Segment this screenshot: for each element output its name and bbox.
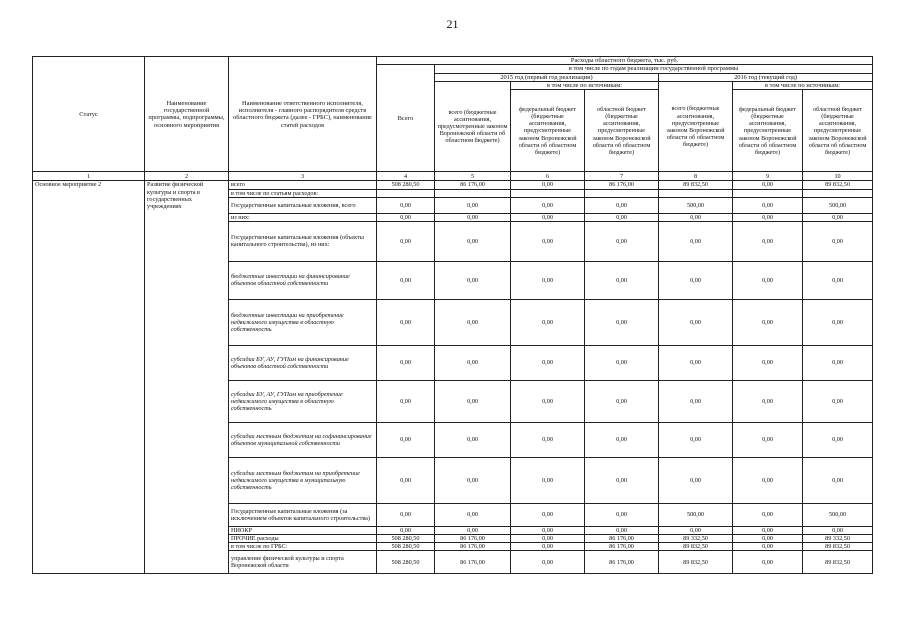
row-label: в том числе по статьям расходов: [229, 189, 377, 197]
cell-value: 0,00 [803, 345, 873, 380]
cell-value: 0,00 [435, 213, 511, 221]
cell-value: 0,00 [511, 213, 585, 221]
cell-value: 500,00 [803, 197, 873, 213]
cell-value: 0,00 [733, 503, 803, 526]
cell-value: 508 280,50 [377, 534, 435, 542]
cell-value: 0,00 [511, 261, 585, 299]
cell-value: 86 176,00 [435, 543, 511, 551]
cell-value: 0,00 [733, 534, 803, 542]
row-label: из них: [229, 213, 377, 221]
cell-value: 0,00 [435, 299, 511, 345]
cell-value: 0,00 [659, 213, 733, 221]
cell-value: 0,00 [377, 422, 435, 457]
cell-value: 0,00 [803, 526, 873, 534]
row-label: ПРОЧИЕ расходы [229, 534, 377, 542]
cell-value: 0,00 [511, 181, 585, 189]
cell-value: 86 176,00 [435, 551, 511, 574]
row-label: бюджетные инвестиции на приобретение недвижимого имущества в областную собственность [229, 299, 377, 345]
cell-value: 0,00 [803, 221, 873, 261]
header-sources-2015: в том числе по источникам: [511, 82, 659, 90]
column-number: 1 [33, 172, 145, 181]
column-number: 3 [229, 172, 377, 181]
column-numbers-row [33, 172, 873, 181]
cell-value: 0,00 [585, 299, 659, 345]
cell-value: 0,00 [659, 526, 733, 534]
cell-value: 0,00 [585, 422, 659, 457]
cell-value: 0,00 [733, 221, 803, 261]
cell-value: 500,00 [659, 197, 733, 213]
column-number: 8 [659, 172, 733, 181]
cell-value: 89 832,50 [803, 181, 873, 189]
cell-value: 0,00 [377, 221, 435, 261]
cell-value: 86 176,00 [435, 181, 511, 189]
row-label: Государственные капитальные вложения (за исключением объектов капитального строительства) [229, 503, 377, 526]
cell-value: 0,00 [733, 197, 803, 213]
cell-value: 0,00 [511, 543, 585, 551]
cell-value: 86 176,00 [585, 534, 659, 542]
column-number: 7 [585, 172, 659, 181]
cell-value: 0,00 [511, 221, 585, 261]
column-number: 2 [145, 172, 229, 181]
header-program-name: Наименование государственной программы, подпрограммы, основного мероприятия [145, 57, 229, 172]
cell-value: 0,00 [803, 380, 873, 422]
cell-value: 0,00 [803, 213, 873, 221]
cell-value: 508 280,50 [377, 543, 435, 551]
row-label: всего [229, 181, 377, 189]
cell-value [511, 189, 585, 197]
cell-value: 0,00 [803, 457, 873, 503]
cell-value: 0,00 [511, 299, 585, 345]
row-label: субсидии местным бюджетам на софинансирование объектов муниципальной собственности [229, 422, 377, 457]
row-label: Государственные капитальные вложения, всего [229, 197, 377, 213]
cell-value: 0,00 [511, 422, 585, 457]
cell-value: 0,00 [733, 181, 803, 189]
cell-value: 0,00 [659, 422, 733, 457]
row-label: в том числе по ГРБС: [229, 543, 377, 551]
cell-value [585, 189, 659, 197]
cell-value: 0,00 [435, 457, 511, 503]
cell-value: 0,00 [803, 422, 873, 457]
cell-value: 508 280,50 [377, 181, 435, 189]
cell-value: 86 176,00 [435, 534, 511, 542]
cell-value: 0,00 [659, 380, 733, 422]
cell-value: 0,00 [435, 261, 511, 299]
header-sources-2016: в том числе по источникам: [733, 82, 873, 90]
cell-value: 0,00 [659, 221, 733, 261]
cell-value [733, 189, 803, 197]
row-label: Государственные капитальные вложения (объекты капитального строительства), из них: [229, 221, 377, 261]
cell-value [659, 189, 733, 197]
row-label: субсидии местным бюджетам на приобретение недвижимого имущества в муниципальную собственность [229, 457, 377, 503]
cell-value: 0,00 [733, 299, 803, 345]
cell-value: 86 176,00 [585, 551, 659, 574]
header-expenses-title: Расходы областного бюджета, тыс. руб. [377, 57, 873, 65]
cell-value: 0,00 [511, 345, 585, 380]
budget-table [32, 56, 873, 574]
cell-value: 86 176,00 [585, 543, 659, 551]
cell-value: 0,00 [733, 345, 803, 380]
cell-value: 0,00 [585, 526, 659, 534]
cell-value [435, 189, 511, 197]
header-col-regional-2016: областной бюджет (бюджетные ассигнования, предусмотренные законом Воронежской области об областном бюджете) [803, 90, 873, 172]
cell-value: 0,00 [733, 213, 803, 221]
cell-value: 0,00 [377, 526, 435, 534]
cell-value: 0,00 [377, 503, 435, 526]
column-number: 9 [733, 172, 803, 181]
cell-value: 0,00 [585, 345, 659, 380]
cell-value [803, 189, 873, 197]
cell-value: 0,00 [733, 261, 803, 299]
cell-value: 0,00 [511, 503, 585, 526]
header-executor: Наименование ответственного исполнителя, исполнителя - главного распорядителя средств областного бюджета (далее - ГРБС), наименование статей расходов [229, 57, 377, 172]
cell-value: 0,00 [659, 457, 733, 503]
row-label: НИОКР [229, 526, 377, 534]
cell-value: 0,00 [659, 299, 733, 345]
header-year-2016: 2016 год (текущий год) [659, 73, 873, 81]
cell-value: 0,00 [733, 457, 803, 503]
cell-value: 0,00 [377, 380, 435, 422]
block-program: Развитие физической культуры и спорта в государственных учреждениях [145, 181, 229, 574]
cell-value: 0,00 [511, 551, 585, 574]
cell-value: 89 332,50 [659, 534, 733, 542]
cell-value: 0,00 [435, 221, 511, 261]
column-number: 5 [435, 172, 511, 181]
header-year-2015: 2015 год (первый год реализации) [435, 73, 659, 81]
row-label: бюджетные инвестиции на финансирование объектов областной собственности [229, 261, 377, 299]
table-row [33, 181, 873, 189]
cell-value: 0,00 [435, 526, 511, 534]
row-label: субсидии БУ, АУ, ГУПам на финансирование объектов областной собственности [229, 345, 377, 380]
cell-value: 0,00 [435, 197, 511, 213]
header-col-total-2016: всего (бюджетные ассигнования, предусмотренные законом Воронежской области об областном бюджете) [659, 82, 733, 172]
cell-value: 89 832,50 [659, 551, 733, 574]
header-col-federal-2015: федеральный бюджет (бюджетные ассигнования, предусмотренные законом Воронежской области об областном бюджете) [511, 90, 585, 172]
cell-value: 0,00 [733, 543, 803, 551]
header-col-federal-2016: федеральный бюджет (бюджетные ассигнования, предусмотренные законом Воронежской области об областном бюджете) [733, 90, 803, 172]
cell-value: 0,00 [511, 534, 585, 542]
cell-value: 0,00 [435, 503, 511, 526]
page-number: 21 [446, 17, 459, 31]
cell-value: 0,00 [803, 261, 873, 299]
header-status: Статус [33, 57, 145, 172]
cell-value: 89 832,50 [659, 543, 733, 551]
cell-value: 0,00 [377, 197, 435, 213]
cell-value: 0,00 [585, 380, 659, 422]
header-by-years: в том числе по годам реализации государственной программы [435, 65, 873, 73]
cell-value: 0,00 [511, 380, 585, 422]
cell-value: 89 832,50 [659, 181, 733, 189]
header-col-total-2015: всего (бюджетные ассигнования, предусмотренные законом Воронежской области об областном бюджете) [435, 82, 511, 172]
cell-value [377, 189, 435, 197]
cell-value: 89 832,50 [803, 551, 873, 574]
cell-value: 0,00 [377, 457, 435, 503]
cell-value: 0,00 [585, 197, 659, 213]
cell-value: 0,00 [511, 526, 585, 534]
cell-value: 0,00 [585, 503, 659, 526]
cell-value: 0,00 [733, 380, 803, 422]
cell-value: 0,00 [585, 457, 659, 503]
cell-value: 500,00 [659, 503, 733, 526]
cell-value: 0,00 [377, 213, 435, 221]
cell-value: 0,00 [435, 345, 511, 380]
cell-value: 86 176,00 [585, 181, 659, 189]
cell-value: 0,00 [585, 221, 659, 261]
cell-value: 0,00 [511, 457, 585, 503]
header-total: Всего [377, 65, 435, 172]
cell-value: 500,00 [803, 503, 873, 526]
cell-value: 0,00 [733, 551, 803, 574]
cell-value: 89 332,50 [803, 534, 873, 542]
cell-value: 0,00 [435, 380, 511, 422]
cell-value: 0,00 [803, 299, 873, 345]
cell-value: 0,00 [435, 422, 511, 457]
row-label: субсидии БУ, АУ, ГУПам на приобретение недвижимого имущества в областную собственность [229, 380, 377, 422]
cell-value: 0,00 [733, 422, 803, 457]
cell-value: 0,00 [511, 197, 585, 213]
block-status: Основное мероприятие 2 [33, 181, 145, 574]
cell-value: 0,00 [659, 345, 733, 380]
cell-value: 0,00 [377, 299, 435, 345]
header-col-regional-2015: областной бюджет (бюджетные ассигнования, предусмотренные законом Воронежской области об областном бюджете) [585, 90, 659, 172]
cell-value: 0,00 [659, 261, 733, 299]
cell-value: 0,00 [733, 526, 803, 534]
cell-value: 0,00 [377, 345, 435, 380]
column-number: 6 [511, 172, 585, 181]
cell-value: 0,00 [585, 213, 659, 221]
cell-value: 508 280,50 [377, 551, 435, 574]
column-number: 4 [377, 172, 435, 181]
cell-value: 89 832,50 [803, 543, 873, 551]
cell-value: 0,00 [377, 261, 435, 299]
column-number: 10 [803, 172, 873, 181]
cell-value: 0,00 [585, 261, 659, 299]
row-label: управление физической культуры и спорта Воронежской области [229, 551, 377, 574]
